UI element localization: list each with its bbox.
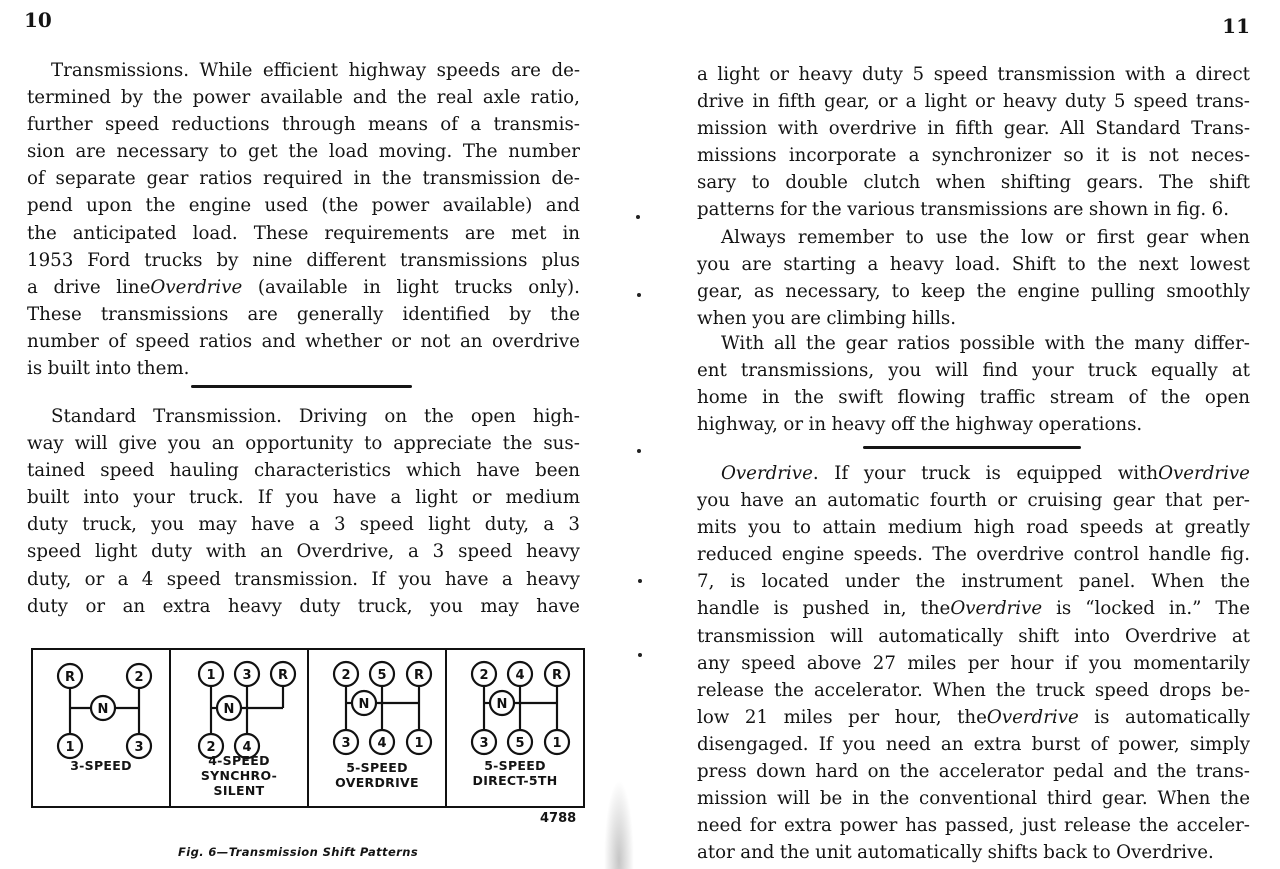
svg-text:R: R bbox=[413, 668, 425, 683]
text-line: mission will be in the conventional third gear. When the bbox=[697, 788, 1250, 810]
svg-text:2: 2 bbox=[134, 670, 144, 685]
shift-patterns-figure bbox=[31, 648, 585, 808]
svg-text:2: 2 bbox=[206, 740, 216, 755]
gear-position-3 bbox=[472, 730, 496, 754]
gear-position-n bbox=[490, 691, 514, 715]
gutter-shadow bbox=[604, 780, 634, 869]
gear-position-1 bbox=[58, 734, 82, 758]
gear-position-n bbox=[352, 691, 376, 715]
text-line: mission with overdrive in fifth gear. All Standard Trans- bbox=[697, 118, 1250, 140]
text-line: handle is pushed in, theOverdrive is “locked in.” The bbox=[697, 598, 1250, 620]
svg-text:4: 4 bbox=[515, 668, 525, 683]
gutter-mark bbox=[637, 449, 641, 453]
svg-text:N: N bbox=[496, 697, 508, 712]
gear-position-2 bbox=[472, 662, 496, 686]
left-page bbox=[0, 0, 610, 869]
gear-position-1 bbox=[199, 662, 223, 686]
text-line: Always remember to use the low or first gear when bbox=[721, 227, 1250, 248]
svg-text:4: 4 bbox=[377, 736, 387, 751]
svg-text:5: 5 bbox=[377, 668, 387, 683]
gear-position-4 bbox=[508, 662, 532, 686]
text-line: ator and the unit automatically shifts back to Overdrive. bbox=[697, 842, 1214, 864]
text-line: missions incorporate a synchronizer so it is not neces- bbox=[697, 145, 1250, 167]
svg-text:N: N bbox=[223, 702, 235, 717]
pattern-label-line: 5-SPEED bbox=[484, 758, 546, 773]
gutter-mark bbox=[636, 215, 640, 219]
pattern-label-line: 3-SPEED bbox=[70, 758, 132, 773]
text-line: further speed reductions through means of a transmis- bbox=[27, 114, 580, 136]
text-line: press down hard on the accelerator pedal and the trans- bbox=[697, 761, 1250, 783]
gear-position-5 bbox=[370, 662, 394, 686]
svg-text:1: 1 bbox=[65, 740, 75, 755]
text-line: need for extra power has passed, just release the acceler- bbox=[697, 815, 1250, 837]
pattern-label-line: 5-SPEED bbox=[346, 760, 408, 775]
text-line: release the accelerator. When the truck speed drops be- bbox=[697, 679, 1250, 701]
pattern-label-line: DIRECT-5TH bbox=[472, 773, 558, 788]
text-line: mits you to attain medium high road speeds at greatly bbox=[697, 517, 1250, 539]
text-line: sary to double clutch when shifting gears. The shift bbox=[697, 172, 1250, 194]
pattern-label bbox=[309, 760, 445, 790]
text-line: the anticipated load. These requirements are met in bbox=[27, 222, 580, 244]
text-line: reduced engine speeds. The overdrive control handle fig. bbox=[697, 544, 1250, 566]
text-line: sion are necessary to get the load moving. The number bbox=[27, 141, 580, 163]
text-line: 1953 Ford trucks by nine different transmissions plus bbox=[27, 249, 580, 271]
paragraph-low-gear bbox=[697, 224, 1250, 332]
text-line: low 21 miles per hour, theOverdrive is automatically bbox=[697, 706, 1250, 728]
text-line: number of speed ratios and whether or not an overdrive bbox=[27, 330, 580, 352]
paragraph-gear-ratios bbox=[697, 330, 1250, 438]
svg-text:R: R bbox=[551, 668, 563, 683]
svg-text:3: 3 bbox=[242, 668, 252, 683]
gear-position-3 bbox=[334, 730, 358, 754]
text-line: when you are climbing hills. bbox=[697, 308, 957, 330]
paragraph-standard-transmission bbox=[27, 403, 580, 620]
section-divider bbox=[863, 446, 1081, 449]
svg-text:1: 1 bbox=[414, 736, 424, 751]
shift-pattern-5-speed-overdrive bbox=[309, 650, 447, 806]
gutter-mark bbox=[638, 653, 642, 657]
gear-position-2 bbox=[127, 664, 151, 688]
text-line: any speed above 27 miles per hour if you momentarily bbox=[697, 652, 1250, 674]
pattern-label-line: 4-SPEED bbox=[208, 753, 270, 768]
svg-text:1: 1 bbox=[206, 668, 216, 683]
right-page bbox=[680, 0, 1280, 869]
text-line: duty, or a 4 speed transmission. If you have a heavy bbox=[27, 568, 580, 590]
svg-text:R: R bbox=[64, 670, 76, 685]
gutter-mark bbox=[637, 293, 641, 297]
text-line: gear, as necessary, to keep the engine pulling smoothly bbox=[697, 281, 1250, 303]
svg-text:2: 2 bbox=[341, 668, 351, 683]
gear-position-3 bbox=[127, 734, 151, 758]
text-line: home in the swift flowing traffic stream of the open bbox=[697, 387, 1250, 409]
text-line: transmission will automatically shift into Overdrive at bbox=[697, 625, 1250, 647]
text-line: 7, is located under the instrument panel. When the bbox=[697, 571, 1250, 593]
text-line: Overdrive. If your truck is equipped withOverdrive bbox=[721, 463, 1250, 484]
pattern-label bbox=[447, 758, 583, 788]
text-line: way will give you an opportunity to appreciate the sus- bbox=[27, 433, 580, 455]
text-line: Standard Transmission. Driving on the open high- bbox=[51, 406, 580, 427]
shift-diagram bbox=[33, 650, 171, 806]
paragraph-continued bbox=[697, 61, 1250, 224]
shift-pattern-4-speed-synchro-silent bbox=[171, 650, 309, 806]
figure-number: 4788 bbox=[540, 811, 577, 826]
text-line: ent transmissions, you will find your truck equally at bbox=[697, 360, 1250, 382]
svg-text:N: N bbox=[358, 697, 370, 712]
svg-text:2: 2 bbox=[479, 668, 489, 683]
svg-text:R: R bbox=[277, 668, 289, 683]
gear-position-r bbox=[58, 664, 82, 688]
pattern-label-line: SYNCHRO- bbox=[200, 768, 278, 783]
text-line: tained speed hauling characteristics which have been bbox=[27, 460, 580, 482]
text-line: duty truck, you may have a 3 speed light duty, a 3 bbox=[27, 514, 580, 536]
pattern-label-line: SILENT bbox=[213, 783, 265, 798]
text-line: With all the gear ratios possible with the many differ- bbox=[721, 333, 1250, 354]
gear-position-r bbox=[545, 662, 569, 686]
pattern-label bbox=[171, 753, 307, 798]
text-line: These transmissions are generally identified by the bbox=[27, 303, 580, 325]
svg-text:3: 3 bbox=[341, 736, 351, 751]
gear-position-n bbox=[217, 696, 241, 720]
text-line: is built into them. bbox=[27, 358, 190, 380]
shift-pattern-5-speed-direct-5th bbox=[447, 650, 583, 806]
shift-pattern-3-speed bbox=[33, 650, 171, 806]
gear-position-r bbox=[407, 662, 431, 686]
text-line: of separate gear ratios required in the transmission de- bbox=[27, 168, 580, 190]
text-line: you have an automatic fourth or cruising gear that per- bbox=[697, 490, 1250, 512]
page-number: 11 bbox=[1222, 14, 1250, 38]
text-line: patterns for the various transmissions are shown in fig. 6. bbox=[697, 199, 1229, 221]
gear-position-1 bbox=[407, 730, 431, 754]
text-line: built into your truck. If you have a light or medium bbox=[27, 487, 580, 509]
text-line: disengaged. If you need an extra burst of power, simply bbox=[697, 733, 1250, 755]
text-line: highway, or in heavy off the highway operations. bbox=[697, 414, 1143, 436]
svg-text:1: 1 bbox=[552, 736, 562, 751]
page-number: 10 bbox=[24, 8, 52, 32]
gear-position-5 bbox=[508, 730, 532, 754]
paragraph-overdrive bbox=[697, 460, 1250, 866]
gear-position-n bbox=[91, 696, 115, 720]
pattern-label bbox=[33, 758, 169, 773]
text-line: you are starting a heavy load. Shift to the next lowest bbox=[697, 254, 1250, 276]
text-line: pend upon the engine used (the power available) and bbox=[27, 195, 580, 217]
text-line: a drive lineOverdrive (available in light trucks only). bbox=[27, 276, 580, 298]
gear-position-r bbox=[271, 662, 295, 686]
gear-position-4 bbox=[370, 730, 394, 754]
text-line: speed light duty with an Overdrive, a 3 speed heavy bbox=[27, 541, 580, 563]
text-line: Transmissions. While efficient highway speeds are de- bbox=[51, 60, 580, 81]
paragraph-transmissions bbox=[27, 57, 580, 382]
text-line: a light or heavy duty 5 speed transmission with a direct bbox=[697, 64, 1250, 85]
gear-position-2 bbox=[334, 662, 358, 686]
svg-text:5: 5 bbox=[515, 736, 525, 751]
gear-position-3 bbox=[235, 662, 259, 686]
text-line: termined by the power available and the real axle ratio, bbox=[27, 87, 580, 109]
svg-text:4: 4 bbox=[242, 740, 252, 755]
svg-text:3: 3 bbox=[134, 740, 144, 755]
section-divider bbox=[191, 385, 412, 388]
pattern-label-line: OVERDRIVE bbox=[335, 775, 419, 790]
svg-text:3: 3 bbox=[479, 736, 489, 751]
figure-caption: Fig. 6—Transmission Shift Patterns bbox=[178, 845, 419, 859]
text-line: drive in fifth gear, or a light or heavy duty 5 speed trans- bbox=[697, 91, 1250, 113]
svg-text:N: N bbox=[97, 702, 109, 717]
gear-position-1 bbox=[545, 730, 569, 754]
text-line: duty or an extra heavy duty truck, you may have bbox=[27, 595, 580, 617]
gutter-mark bbox=[638, 579, 642, 583]
